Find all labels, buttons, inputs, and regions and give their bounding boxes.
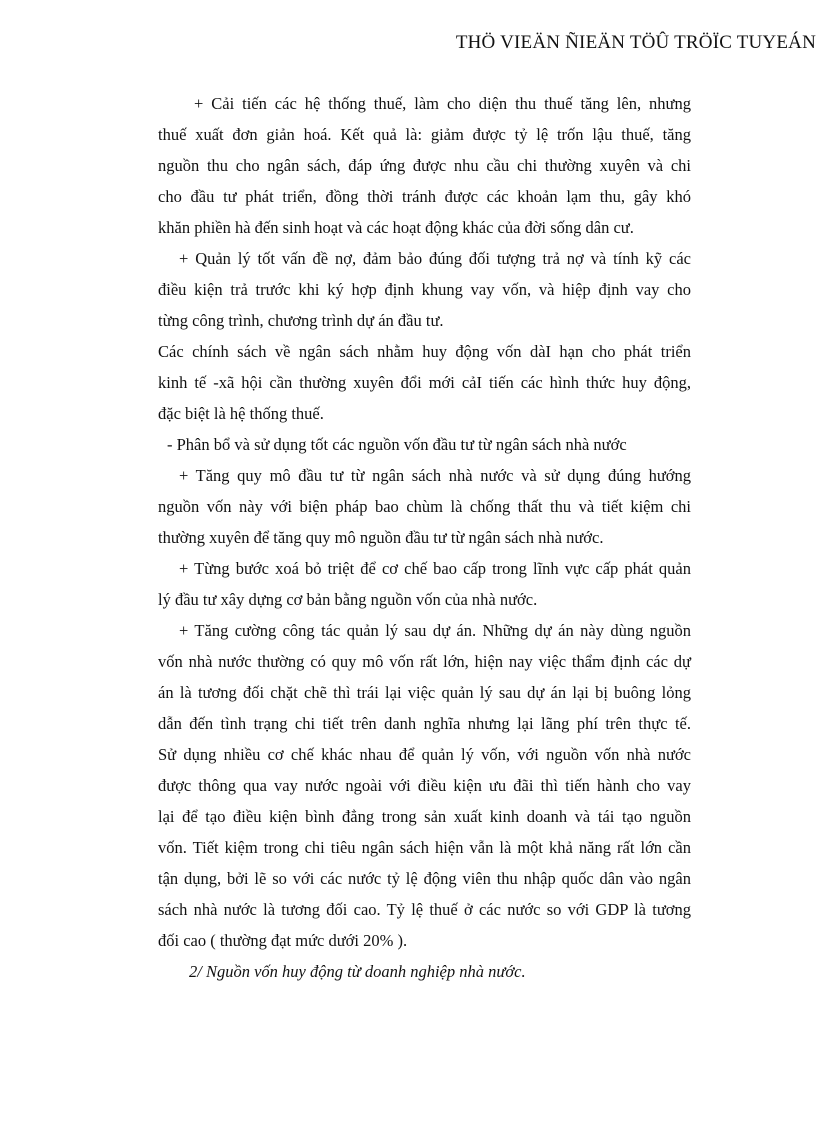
paragraph-subsidy-removal [158, 553, 691, 615]
text-line: lại để tạo điều kiện bình đẳng trong sản xuất kinh doanh và tái tạo nguồn [158, 807, 691, 826]
text-line: + Tăng cường công tác quản lý sau dự án. Những dự án này dùng nguồn [179, 621, 691, 640]
paragraph-post-project-management [158, 615, 691, 956]
text-line: vốn. Tiết kiệm trong chi tiêu ngân sách hiện vẫn là một khả năng rất lớn cần [158, 838, 691, 857]
text-line: nguồn thu cho ngân sách, đáp ứng được nhu cầu chi thường xuyên và chi [158, 156, 691, 175]
text-line: lý đầu tư xây dựng cơ bản bằng nguồn vốn của nhà nước. [158, 590, 538, 609]
text-line: dẫn đến tình trạng chi tiết trên danh nghĩa nhưng lại lãng phí trên thực tế. [158, 714, 691, 733]
text-line: kinh tế -xã hội cần thường xuyên đổi mới cảI tiến các hình thức huy động, [158, 373, 691, 392]
section-heading-text: 2/ Nguồn vốn huy động từ doanh nghiệp nhà nước. [189, 962, 526, 981]
text-line: Các chính sách về ngân sách nhằm huy động vốn dàI hạn cho phát triển [158, 342, 691, 361]
paragraph-allocation [158, 429, 691, 460]
paragraph-debt-management [158, 243, 691, 336]
text-line: Sử dụng nhiều cơ chế khác nhau để quản lý vốn, với nguồn vốn nhà nước [158, 745, 691, 764]
text-line: sách nhà nước là tương đối cao. Tỷ lệ thuế ở các nước so với GDP là tương [158, 900, 691, 919]
text-line: - Phân bổ và sử dụng tốt các nguồn vốn đầu tư từ ngân sách nhà nước [167, 435, 627, 454]
text-line: từng công trình, chương trình dự án đầu tư. [158, 311, 444, 330]
text-line: cho đầu tư phát triển, đồng thời tránh được các khoản lạm thu, gây khó [158, 187, 691, 206]
paragraph-budget-policy [158, 336, 691, 429]
section-heading [158, 956, 691, 987]
text-line: + Tăng quy mô đầu tư từ ngân sách nhà nước và sử dụng đúng hướng [179, 466, 691, 485]
text-line: được thông qua vay nước ngoài với điều kiện ưu đãi thì tiến hành cho vay [158, 776, 691, 795]
text-line: điều kiện trả trước khi ký hợp định khung vay vốn, và hiệp định vay cho [158, 280, 691, 299]
text-line: tận dụng, bởi lẽ so với các nước tỷ lệ động viên thu nhập quốc dân vào ngân [158, 869, 691, 888]
text-line: đối cao ( thường đạt mức dưới 20% ). [158, 931, 408, 950]
paragraph-investment-scale [158, 460, 691, 553]
text-line: án là tương đối chặt chẽ thì trái lại việc quản lý sau dự án lại bị buông lỏng [158, 683, 691, 702]
text-line: thuế xuất đơn giản hoá. Kết quả là: giảm được tỷ lệ trốn lậu thuế, tăng [158, 125, 691, 144]
text-line: đặc biệt là hệ thống thuế. [158, 404, 324, 423]
paragraph-tax-reform [158, 88, 691, 243]
text-line: nguồn vốn này với biện pháp bao chùm là chống thất thu và tiết kiệm chi [158, 497, 691, 516]
text-line: thường xuyên để tăng quy mô nguồn đầu tư từ ngân sách nhà nước. [158, 528, 604, 547]
text-line: + Cải tiến các hệ thống thuế, làm cho diện thu thuế tăng lên, nhưng [194, 94, 691, 113]
text-line: + Từng bước xoá bỏ triệt để cơ chế bao cấp trong lĩnh vực cấp phát quản [179, 559, 691, 578]
document-body [158, 88, 691, 987]
page-header-title: THÖ VIEÄN ÑIEÄN TÖÛ TRÖÏC TUYEÁN [455, 32, 816, 53]
text-line: khăn phiền hà đến sinh hoạt và các hoạt động khác của đời sống dân cư. [158, 218, 634, 237]
text-line: vốn nhà nước thường có quy mô vốn rất lớn, hiện nay việc thẩm định các dự [158, 652, 691, 671]
text-line: + Quản lý tốt vấn đề nợ, đảm bảo đúng đối tượng trả nợ và tính kỹ các [179, 249, 691, 268]
